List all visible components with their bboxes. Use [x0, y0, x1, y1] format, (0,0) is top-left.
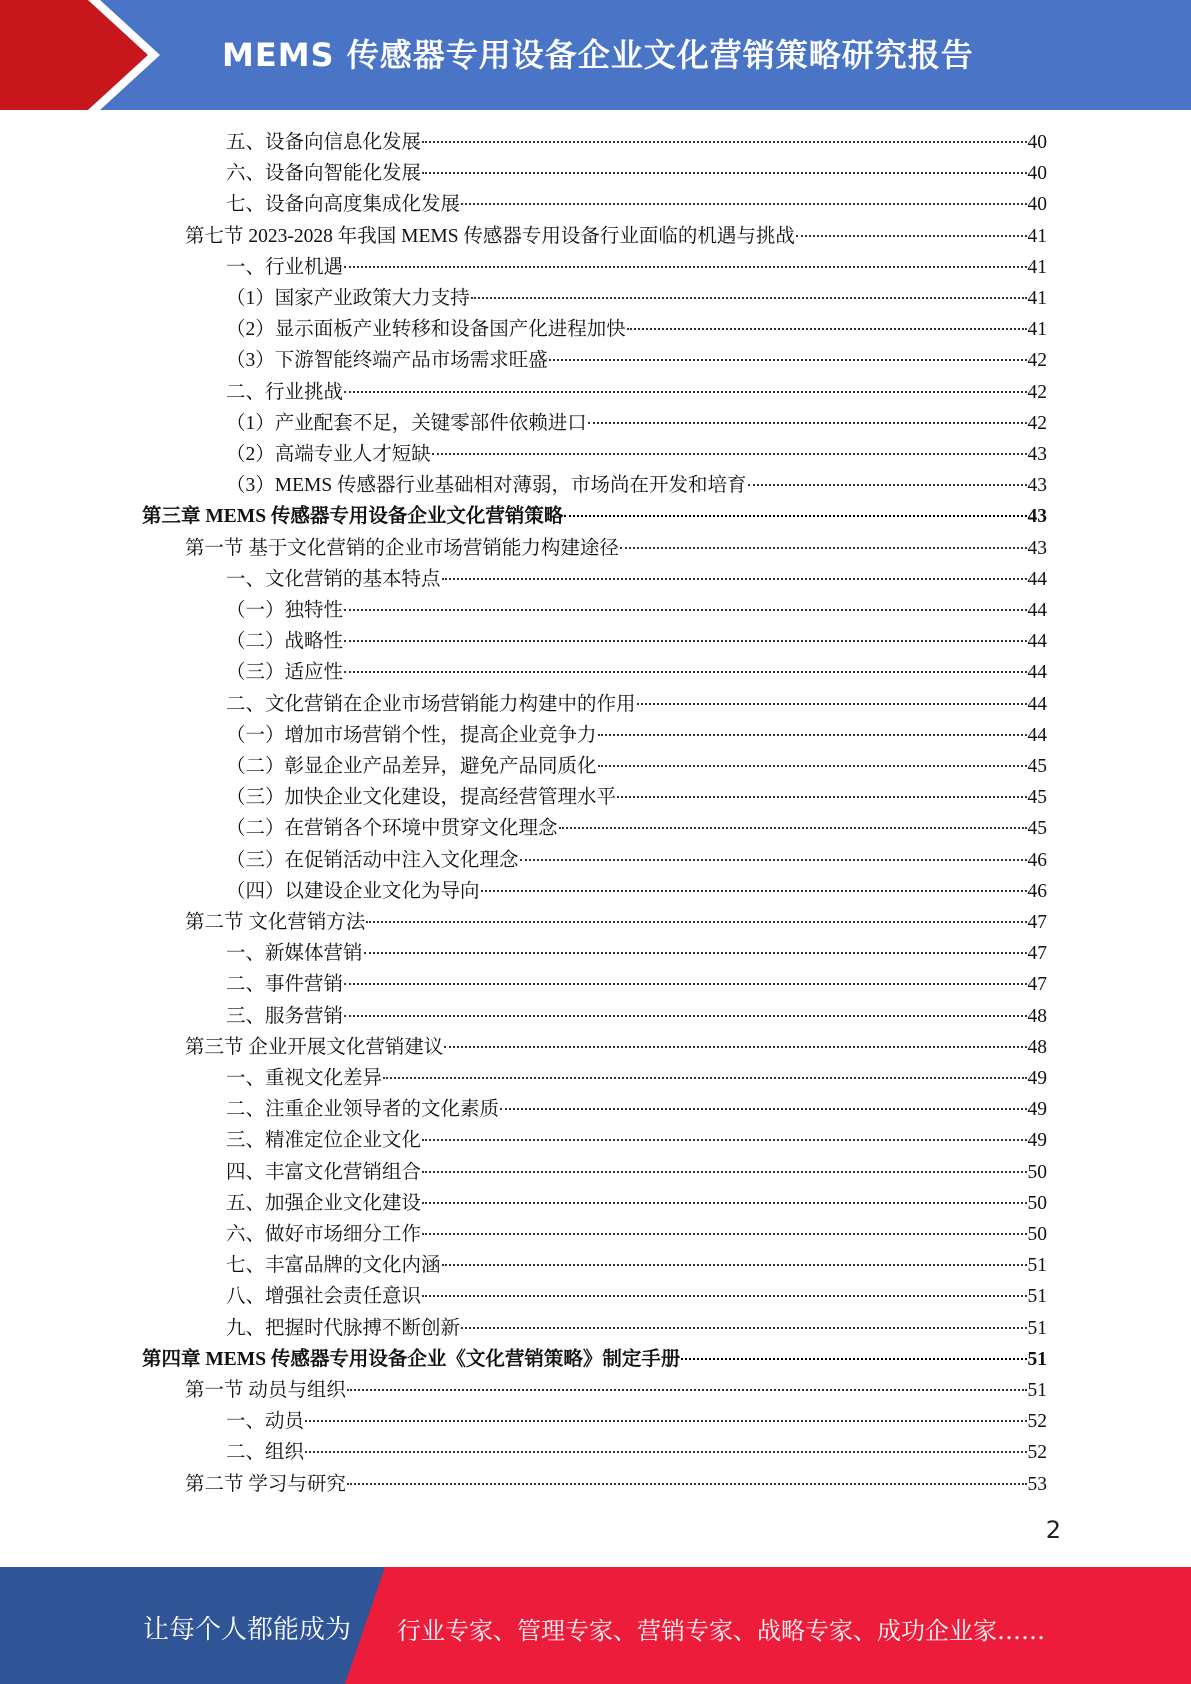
- toc-leader-dots: [461, 1327, 1026, 1329]
- toc-entry-title: 二、行业挑战: [226, 381, 344, 403]
- toc-entry[interactable]: [226, 1188, 1047, 1219]
- toc-entry-page: 49: [1027, 1130, 1047, 1152]
- toc-entry[interactable]: [226, 314, 1047, 345]
- toc-entry-page: 47: [1027, 943, 1047, 965]
- toc-leader-dots: [305, 1420, 1026, 1422]
- toc-entry-title: 第二节 文化营销方法: [185, 912, 366, 933]
- toc-leader-dots: [364, 952, 1027, 954]
- toc-entry-title: 二、事件营销: [226, 974, 344, 996]
- toc-entry[interactable]: [226, 626, 1047, 657]
- toc-leader-dots: [461, 203, 1026, 205]
- toc-entry[interactable]: [226, 1281, 1047, 1312]
- toc-entry-title: 一、文化营销的基本特点: [226, 568, 441, 590]
- toc-entry[interactable]: [226, 1250, 1047, 1281]
- toc-entry-title: （二）战略性: [226, 631, 344, 653]
- toc-entry-title: 第一节 基于文化营销的企业市场营销能力构建途径: [185, 537, 619, 559]
- toc-leader-dots: [481, 890, 1027, 892]
- toc-leader-dots: [549, 359, 1027, 361]
- toc-leader-dots: [432, 453, 1027, 455]
- toc-leader-dots: [520, 859, 1027, 861]
- footer-slogan-right: 行业专家、管理专家、营销专家、战略专家、成功企业家……: [397, 1617, 1045, 1645]
- toc-leader-dots: [344, 671, 1026, 673]
- toc-entry-page: 44: [1027, 662, 1047, 684]
- toc-entry-page: 45: [1027, 756, 1047, 777]
- toc-entry-title: （1）国家产业政策大力支持: [226, 288, 470, 309]
- toc-entry-title: 一、新媒体营销: [226, 943, 363, 965]
- toc-entry[interactable]: [185, 907, 1047, 938]
- toc-entry-page: 42: [1027, 350, 1047, 372]
- toc-entry[interactable]: [226, 1001, 1047, 1032]
- toc-leader-dots: [422, 1171, 1026, 1173]
- toc-leader-dots: [347, 1483, 1027, 1485]
- toc-entry-page: 46: [1027, 849, 1047, 871]
- toc-entry-title: （三）加快企业文化建设，提高经营管理水平: [226, 787, 617, 809]
- toc-entry[interactable]: [142, 501, 1047, 532]
- toc-entry[interactable]: [226, 1313, 1047, 1344]
- toc-entry-title: 第三章 MEMS 传感器专用设备企业文化营销策略: [142, 506, 564, 528]
- toc-leader-dots: [305, 1451, 1026, 1453]
- toc-entry-title: 八、增强社会责任意识: [226, 1286, 422, 1308]
- toc-entry[interactable]: [226, 813, 1047, 844]
- toc-entry-page: 47: [1027, 912, 1047, 933]
- toc-entry-title: 第四章 MEMS 传感器专用设备企业《文化营销策略》制定手册: [142, 1348, 681, 1370]
- toc-entry-title: 第二节 学习与研究: [185, 1473, 346, 1495]
- toc-entry-page: 45: [1027, 818, 1047, 840]
- toc-entry-page: 40: [1027, 194, 1047, 216]
- toc-entry[interactable]: [226, 595, 1047, 626]
- toc-entry-title: （3）下游智能终端产品市场需求旺盛: [226, 350, 548, 372]
- page-header: [0, 0, 1191, 110]
- toc-entry[interactable]: [226, 1437, 1047, 1468]
- toc-leader-dots: [500, 1108, 1026, 1110]
- toc-entry-title: 七、设备向高度集成化发展: [226, 194, 461, 216]
- toc-entry-page: 53: [1027, 1473, 1047, 1495]
- toc-entry-title: （四）以建设企业文化为导向: [226, 880, 480, 902]
- toc-entry[interactable]: [185, 533, 1047, 564]
- toc-leader-dots: [422, 1233, 1026, 1235]
- toc-leader-dots: [471, 297, 1027, 299]
- toc-leader-dots: [422, 1295, 1026, 1297]
- toc-entry[interactable]: [226, 845, 1047, 876]
- toc-entry-page: 51: [1027, 1255, 1047, 1277]
- toc-leader-dots: [598, 765, 1027, 767]
- toc-leader-dots: [588, 422, 1027, 424]
- toc-entry[interactable]: [226, 969, 1047, 1000]
- toc-entry-page: 44: [1027, 724, 1047, 746]
- toc-entry-page: 41: [1027, 225, 1047, 247]
- toc-entry-page: 49: [1027, 1068, 1047, 1089]
- toc-entry-page: 51: [1027, 1317, 1047, 1339]
- toc-entry[interactable]: [226, 657, 1047, 688]
- toc-entry-page: 50: [1027, 1224, 1047, 1245]
- toc-leader-dots: [344, 983, 1026, 985]
- toc-entry-page: 42: [1027, 412, 1047, 434]
- toc-entry[interactable]: [226, 158, 1047, 189]
- toc-entry-page: 51: [1027, 1348, 1047, 1370]
- toc-entry-title: （二）在营销各个环境中贯穿文化理念: [226, 818, 558, 840]
- toc-leader-dots: [344, 640, 1026, 642]
- toc-leader-dots: [383, 1077, 1026, 1079]
- toc-leader-dots: [442, 578, 1027, 580]
- toc-entry[interactable]: [185, 1375, 1047, 1406]
- toc-entry-page: 51: [1027, 1286, 1047, 1308]
- toc-entry[interactable]: [226, 689, 1047, 720]
- toc-leader-dots: [796, 235, 1027, 237]
- toc-leader-dots: [422, 1139, 1026, 1141]
- toc-entry-title: （一）独特性: [226, 600, 344, 621]
- toc-entry-title: （三）在促销活动中注入文化理念: [226, 849, 519, 871]
- toc-entry-title: 六、做好市场细分工作: [226, 1224, 422, 1245]
- toc-entry[interactable]: [226, 470, 1047, 501]
- footer-slogan-left: 让每个人都能成为: [143, 1615, 352, 1645]
- toc-leader-dots: [347, 1389, 1027, 1391]
- toc-entry-page: 51: [1027, 1380, 1047, 1401]
- toc-leader-dots: [422, 141, 1026, 143]
- toc-entry-title: 三、精准定位企业文化: [226, 1130, 422, 1152]
- toc-leader-dots: [344, 609, 1026, 611]
- toc-entry[interactable]: [185, 1032, 1047, 1063]
- toc-entry-page: 41: [1027, 288, 1047, 309]
- toc-entry[interactable]: [226, 283, 1047, 314]
- toc-entry-title: 二、文化营销在企业市场营销能力构建中的作用: [226, 693, 636, 715]
- toc-entry[interactable]: [142, 1344, 1047, 1375]
- page-number: 2: [1045, 1516, 1061, 1544]
- toc-entry-page: 45: [1027, 787, 1047, 809]
- toc-entry-title: 三、服务营销: [226, 1005, 344, 1027]
- toc-leader-dots: [559, 827, 1027, 829]
- toc-leader-dots: [422, 172, 1026, 174]
- toc-entry-title: 四、丰富文化营销组合: [226, 1161, 422, 1183]
- toc-entry-page: 48: [1027, 1005, 1047, 1027]
- toc-entry-page: 41: [1027, 256, 1047, 278]
- toc-entry[interactable]: [226, 377, 1047, 408]
- toc-entry-title: （一）增加市场营销个性，提高企业竞争力: [226, 724, 597, 746]
- toc-entry-title: （三）适应性: [226, 662, 344, 684]
- toc-entry-page: 42: [1027, 381, 1047, 403]
- toc-entry-title: 一、重视文化差异: [226, 1068, 383, 1089]
- toc-entry-page: 44: [1027, 568, 1047, 590]
- toc-entry-title: 第一节 动员与组织: [185, 1380, 346, 1401]
- toc-leader-dots: [637, 703, 1027, 705]
- toc-entry-title: 第三节 企业开展文化营销建议: [185, 1036, 444, 1058]
- toc-entry[interactable]: [226, 720, 1047, 751]
- toc-entry[interactable]: [226, 1125, 1047, 1156]
- toc-leader-dots: [598, 734, 1027, 736]
- toc-entry[interactable]: [226, 1406, 1047, 1437]
- toc-entry[interactable]: [226, 1157, 1047, 1188]
- toc-entry[interactable]: [226, 751, 1047, 782]
- toc-leader-dots: [344, 391, 1026, 393]
- toc-entry-page: 44: [1027, 600, 1047, 621]
- toc-entry-title: 九、把握时代脉搏不断创新: [226, 1317, 461, 1339]
- toc-entry-title: 二、注重企业领导者的文化素质: [226, 1099, 500, 1121]
- toc-entry[interactable]: [226, 252, 1047, 283]
- toc-entry-title: 一、行业机遇: [226, 256, 344, 278]
- toc-entry[interactable]: [185, 1469, 1047, 1500]
- toc-entry[interactable]: [185, 221, 1047, 252]
- toc-entry-page: 46: [1027, 880, 1047, 902]
- toc-entry-page: 41: [1027, 319, 1047, 341]
- toc-entry[interactable]: [226, 876, 1047, 907]
- toc-entry-page: 47: [1027, 974, 1047, 996]
- toc-entry[interactable]: [226, 345, 1047, 376]
- toc-leader-dots: [620, 547, 1027, 549]
- toc-leader-dots: [444, 1046, 1026, 1048]
- toc-leader-dots: [344, 266, 1026, 268]
- toc-entry-title: （2）高端专业人才短缺: [226, 444, 431, 465]
- toc-entry-title: （3）MEMS 传感器行业基础相对薄弱，市场尚在开发和培育: [226, 475, 747, 497]
- toc-entry-page: 43: [1027, 506, 1047, 528]
- toc-entry-page: 50: [1027, 1192, 1047, 1214]
- toc-leader-dots: [366, 921, 1026, 923]
- toc-entry[interactable]: [226, 564, 1047, 595]
- toc-entry-page: 44: [1027, 631, 1047, 653]
- toc-entry[interactable]: [226, 189, 1047, 220]
- toc-entry-title: 五、加强企业文化建设: [226, 1192, 422, 1214]
- toc-entry[interactable]: [226, 1063, 1047, 1094]
- toc-entry-page: 52: [1027, 1442, 1047, 1464]
- toc-leader-dots: [627, 328, 1027, 330]
- page-footer: [0, 1567, 1191, 1684]
- toc-entry-page: 43: [1027, 537, 1047, 559]
- toc-entry-page: 49: [1027, 1099, 1047, 1121]
- toc-entry-page: 43: [1027, 475, 1047, 497]
- toc-leader-dots: [344, 1015, 1026, 1017]
- toc-entry[interactable]: [226, 782, 1047, 813]
- toc-entry-title: 一、动员: [226, 1411, 305, 1433]
- toc-entry[interactable]: [226, 127, 1047, 158]
- toc-entry[interactable]: [226, 1219, 1047, 1250]
- toc-entry-title: （1）产业配套不足，关键零部件依赖进口: [226, 412, 587, 434]
- toc-entry-page: 40: [1027, 132, 1047, 153]
- toc-leader-dots: [422, 1202, 1026, 1204]
- toc-entry[interactable]: [226, 408, 1047, 439]
- toc-leader-dots: [748, 484, 1027, 486]
- toc-leader-dots: [564, 515, 1026, 517]
- toc-entry[interactable]: [226, 938, 1047, 969]
- toc-entry-title: 五、设备向信息化发展: [226, 132, 422, 153]
- header-arrow-decoration: [0, 0, 200, 110]
- toc-entry-title: （二）彰显企业产品差异，避免产品同质化: [226, 756, 597, 777]
- toc-entry-page: 40: [1027, 163, 1047, 185]
- toc-entry-page: 50: [1027, 1161, 1047, 1183]
- toc-entry-page: 43: [1027, 444, 1047, 465]
- toc-leader-dots: [681, 1358, 1026, 1360]
- toc-entry-title: 二、组织: [226, 1442, 305, 1464]
- toc-entry-page: 52: [1027, 1411, 1047, 1433]
- toc-entry-page: 48: [1027, 1036, 1047, 1058]
- report-title: MEMS 传感器专用设备企业文化营销策略研究报告: [222, 36, 974, 74]
- toc-entry-title: 第七节 2023-2028 年我国 MEMS 传感器专用设备行业面临的机遇与挑战: [185, 225, 795, 247]
- toc-entry-title: （2）显示面板产业转移和设备国产化进程加快: [226, 319, 626, 341]
- toc-leader-dots: [617, 796, 1026, 798]
- toc-entry-page: 44: [1027, 693, 1047, 715]
- toc-entry-title: 六、设备向智能化发展: [226, 163, 422, 185]
- toc-leader-dots: [442, 1264, 1027, 1266]
- toc-entry[interactable]: [226, 1094, 1047, 1125]
- toc-entry[interactable]: [226, 439, 1047, 470]
- toc-entry-title: 七、丰富品牌的文化内涵: [226, 1255, 441, 1277]
